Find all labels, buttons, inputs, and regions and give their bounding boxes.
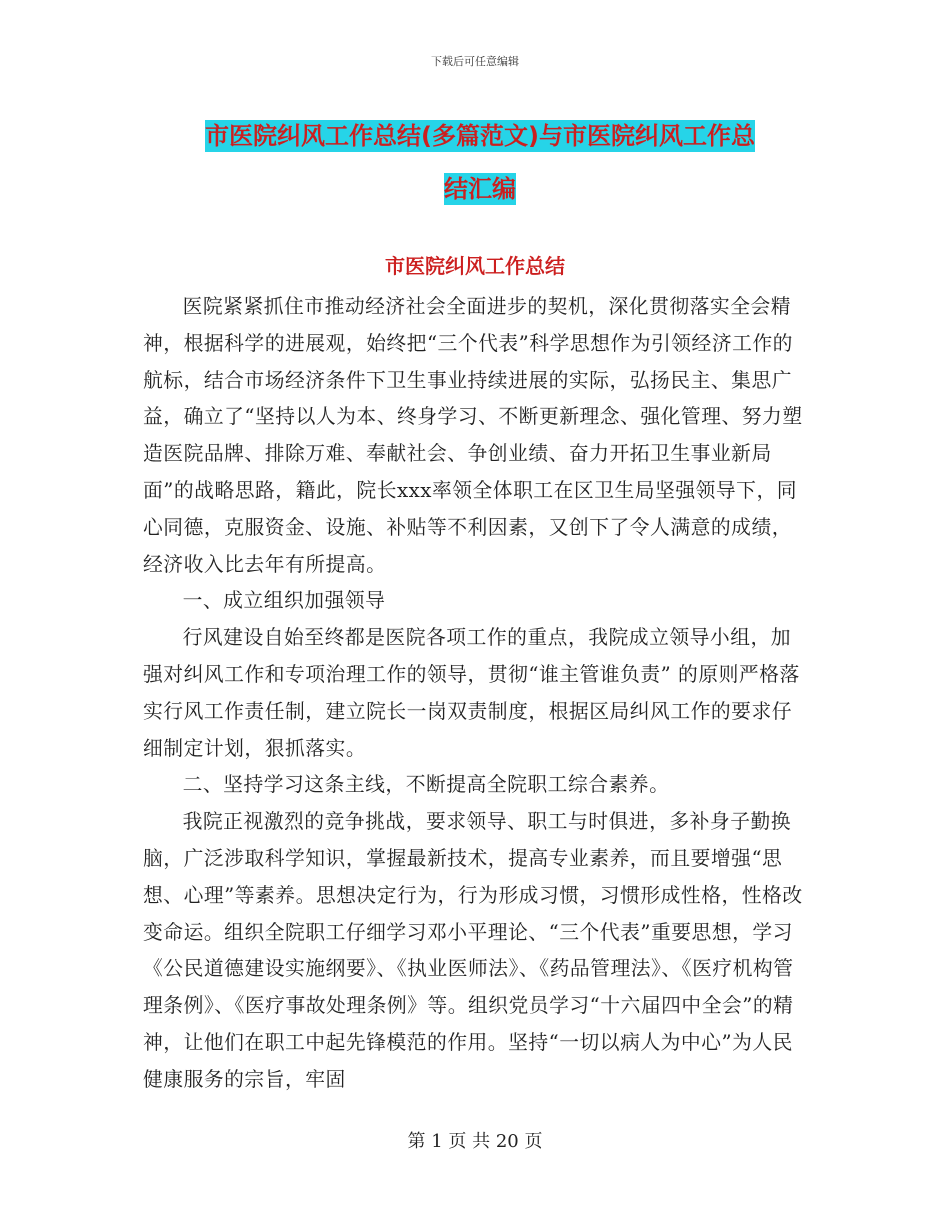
paragraph-heading: 二、坚持学习这条主线，不断提高全院职工综合素养。 [182, 773, 670, 797]
document-title [140, 110, 820, 216]
paragraph: 医院紧紧抓住市推动经济社会全面进步的契机，深化贯彻落实全会精神，根据科学的进展观，始终把“三个代表”科学思想作为引领经济工作的航标，结合市场经济条件下卫生事业持续进展的实际，弘扬民主、集思广益，确立了“坚持以人为本、终身学习、不断更新理念、强化管理、努力塑造医院品牌、排除万难、奉献社会、争创业绩、奋力开拓卫生事业新局面”的战略思路，籍此，院长xxx率领全体职工在区卫生局坚强领导下，同心同德，克服资金、设施、补贴等不利因素，又创下了令人满意的成绩，经济收入比去年有所提高。 [143, 295, 803, 576]
page-footer: 第 1 页 共 20 页 [407, 1131, 543, 1152]
paragraph-heading: 一、成立组织加强领导 [182, 589, 386, 613]
section-title: 市医院纠风工作总结 [385, 254, 565, 278]
document-title-line-1: 市医院纠风工作总结(多篇范文)与市医院纠风工作总 [205, 122, 755, 150]
page-header: 下载后可任意编辑 [431, 55, 519, 68]
paragraph: 我院正视激烈的竞争挑战，要求领导、职工与时俱进，多补身子勤换脑，广泛涉取科学知识，掌握最新技术，提高专业素养，而且要增强“思想、心理”等素养。思想决定行为，行为形成习惯，习惯形成性格，性格改变命运。组织全院职工仔细学习邓小平理论、“三个代表”重要思想，学习《公民道德建设实施纲要》、《执业医师法》、《药品管理法》、《医疗机构管理条例》、《医疗事故处理条例》等。组织党员学习“十六届四中全会”的精神，让他们在职工中起先锋模范的作用。坚持“一切以病人为中心”为人民健康服务的宗旨，牢固 [143, 810, 803, 1091]
paragraph: 行风建设自始至终都是医院各项工作的重点，我院成立领导小组，加强对纠风工作和专项治理工作的领导，贯彻“谁主管谁负责” 的原则严格落实行风工作责任制，建立院长一岗双责制度，根据区局纠风工作的要求仔细制定计划，狠抓落实。 [143, 626, 800, 760]
body-text [143, 289, 808, 1099]
document-title-line-2: 结汇编 [444, 175, 516, 203]
